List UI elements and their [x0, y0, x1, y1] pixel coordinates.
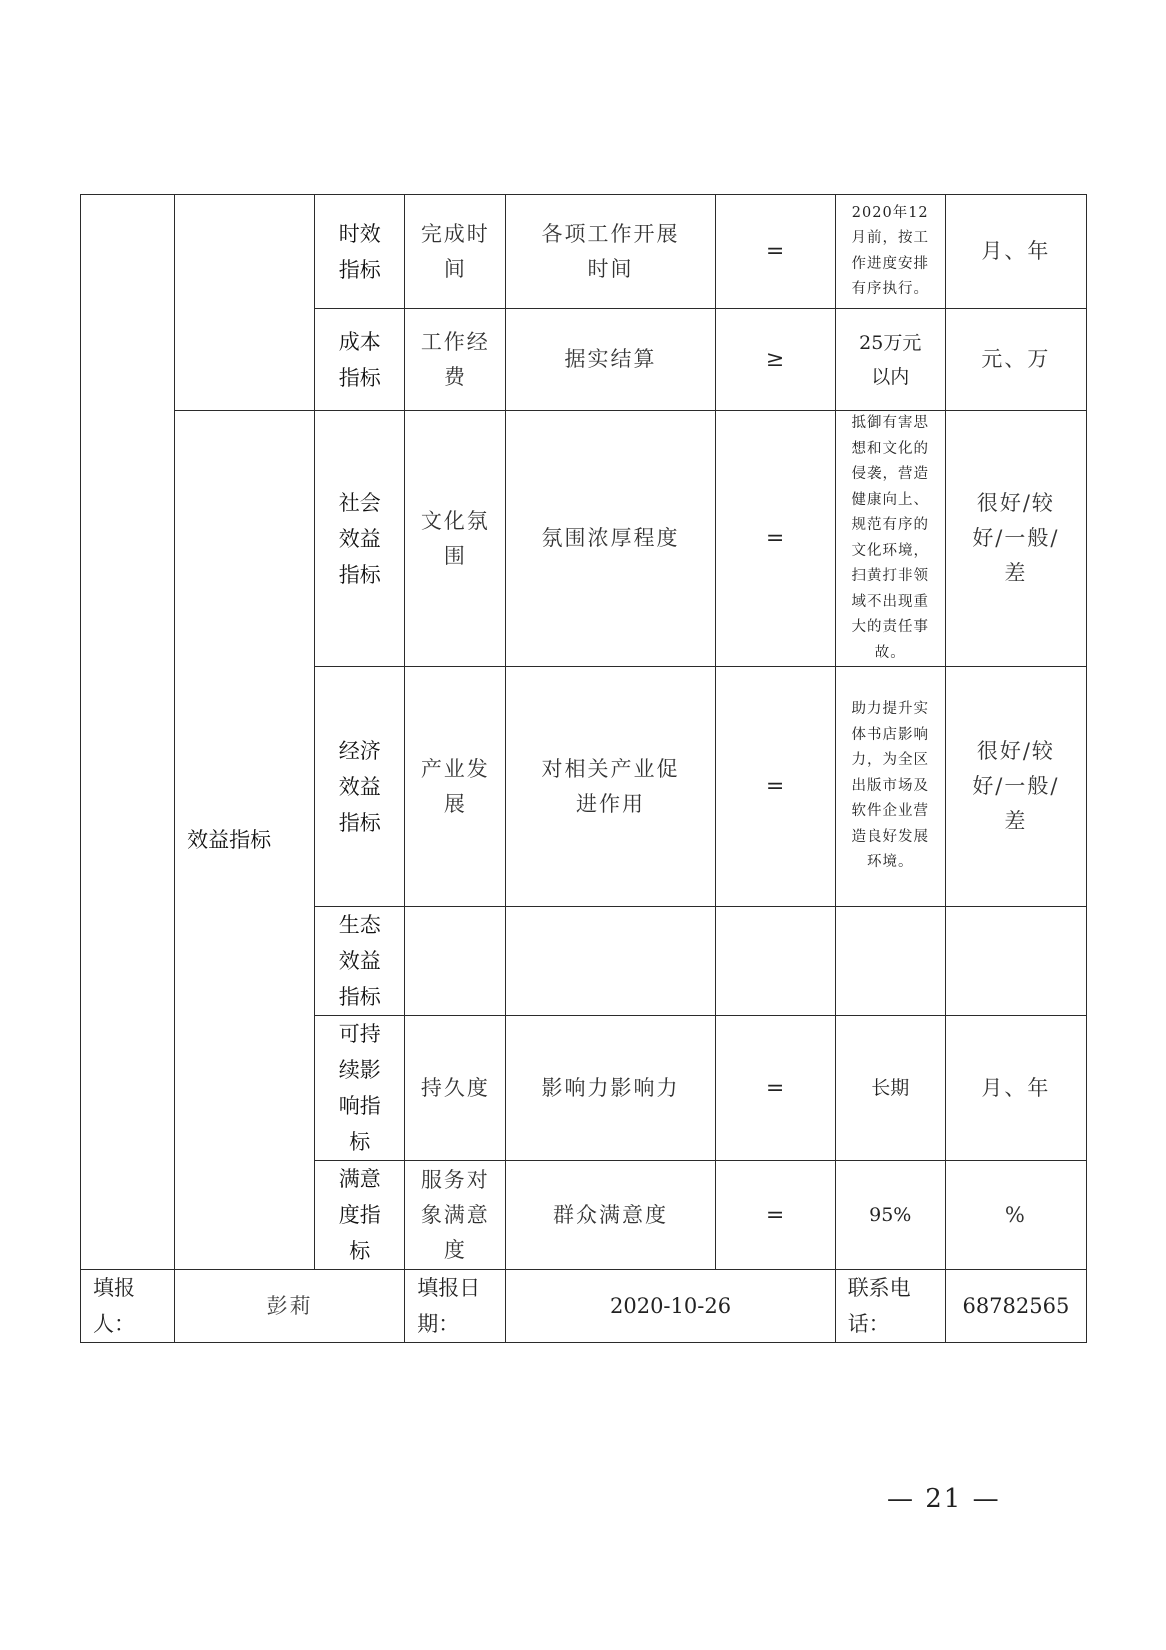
level1-cell [81, 195, 175, 1270]
date-label: 填报日期： [405, 1270, 506, 1343]
level2-cell [175, 195, 315, 411]
date-value: 2020-10-26 [506, 1270, 835, 1343]
indicator-detail [506, 907, 715, 1016]
indicator-name: 服务对象满意度 [405, 1161, 506, 1270]
indicator-target: 抵御有害思想和文化的侵袭，营造健康向上、规范有序的文化环境，扫黄打非领域不出现重大的责任事故。 [835, 411, 945, 667]
indicator-name: 文化氛围 [405, 411, 506, 667]
indicator-detail: 对相关产业促进作用 [506, 667, 715, 907]
indicator-name: 完成时间 [405, 195, 506, 309]
indicator-target: 助力提升实体书店影响力，为全区出版市场及软件企业营造良好发展环境。 [835, 667, 945, 907]
phone-label: 联系电话： [835, 1270, 945, 1343]
indicator-unit: % [945, 1161, 1086, 1270]
indicator-operator: ≥ [715, 309, 835, 411]
level3-category: 可持续影响指标 [315, 1016, 405, 1161]
indicator-detail: 影响力影响力 [506, 1016, 715, 1161]
indicator-detail: 群众满意度 [506, 1161, 715, 1270]
indicator-operator: = [715, 411, 835, 667]
table-row [81, 195, 1087, 309]
indicator-unit: 元、万 [945, 309, 1086, 411]
indicator-target: 95% [835, 1161, 945, 1270]
benefit-group-label: 效益指标 [175, 411, 315, 1270]
level3-category: 经济效益指标 [315, 667, 405, 907]
footer-row [81, 1270, 1087, 1343]
indicator-unit [945, 907, 1086, 1016]
level3-category: 生态效益指标 [315, 907, 405, 1016]
indicator-name: 工作经费 [405, 309, 506, 411]
performance-indicator-table [80, 194, 1087, 1343]
phone-value: 68782565 [945, 1270, 1086, 1343]
indicator-detail: 据实结算 [506, 309, 715, 411]
indicator-unit: 月、年 [945, 1016, 1086, 1161]
indicator-operator: = [715, 1016, 835, 1161]
level3-category: 社会效益指标 [315, 411, 405, 667]
level3-category: 满意度指标 [315, 1161, 405, 1270]
filler-label: 填报人： [81, 1270, 175, 1343]
indicator-operator: = [715, 1161, 835, 1270]
indicator-operator: = [715, 667, 835, 907]
indicator-target: 长期 [835, 1016, 945, 1161]
indicator-name: 产业发展 [405, 667, 506, 907]
indicator-unit: 很好/较好/一般/差 [945, 411, 1086, 667]
page-number: — 21 — [887, 1484, 1001, 1514]
indicator-name: 持久度 [405, 1016, 506, 1161]
table-row [81, 411, 1087, 667]
level3-category: 成本指标 [315, 309, 405, 411]
level3-category: 时效指标 [315, 195, 405, 309]
indicator-target: 2020年12月前，按工作进度安排有序执行。 [835, 195, 945, 309]
indicator-target: 25万元以内 [835, 309, 945, 411]
indicator-operator: = [715, 195, 835, 309]
indicator-unit: 很好/较好/一般/差 [945, 667, 1086, 907]
indicator-detail: 氛围浓厚程度 [506, 411, 715, 667]
indicator-detail: 各项工作开展时间 [506, 195, 715, 309]
indicator-target [835, 907, 945, 1016]
filler-name: 彭莉 [175, 1270, 405, 1343]
indicator-name [405, 907, 506, 1016]
indicator-unit: 月、年 [945, 195, 1086, 309]
indicator-operator [715, 907, 835, 1016]
